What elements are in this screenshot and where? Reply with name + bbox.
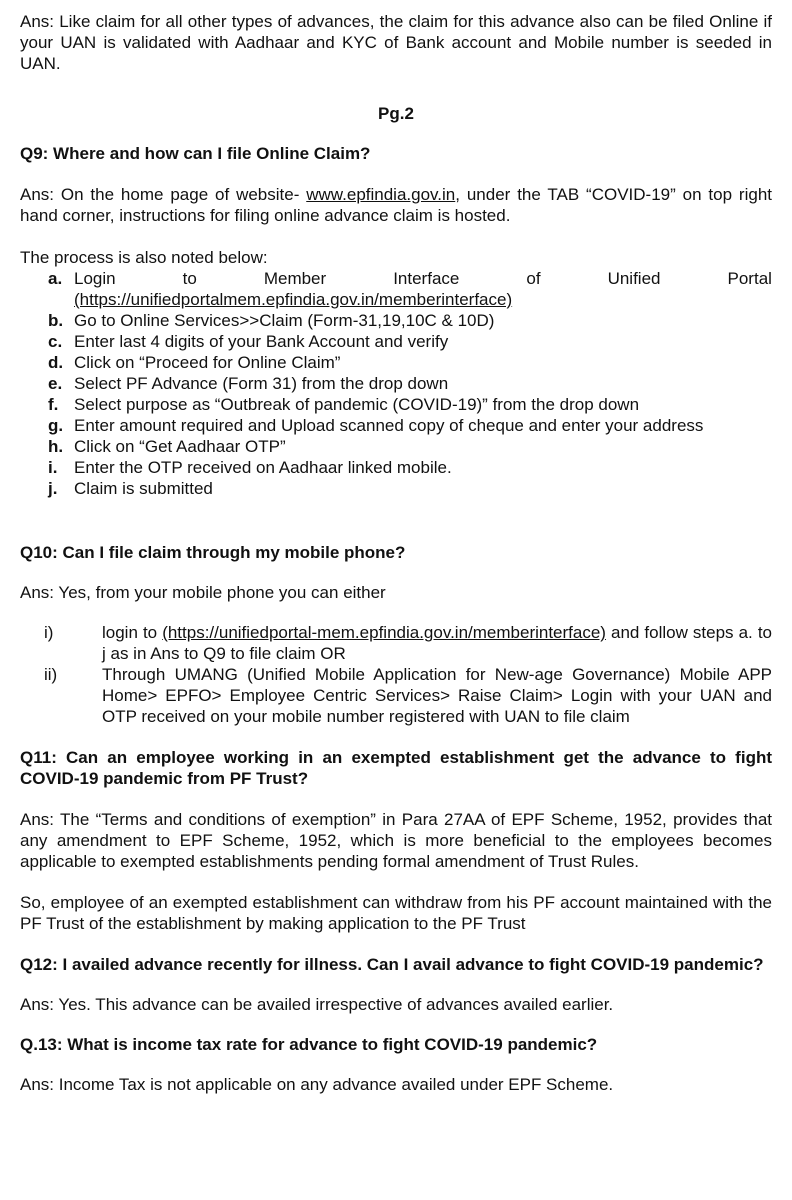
process-step-g xyxy=(20,415,772,436)
q10-question: Q10: Can I file claim through my mobile phone? xyxy=(20,543,406,562)
q9-answer-prefix: Ans: On the home page of website- xyxy=(20,185,307,204)
step-text: Enter last 4 digits of your Bank Account and verify xyxy=(74,332,449,351)
process-step-b xyxy=(20,310,772,331)
unified-portal-link[interactable]: (https://unifiedportal-mem.epfindia.gov.in/memberinterface) xyxy=(162,623,606,642)
step-text: Click on “Proceed for Online Claim” xyxy=(74,353,341,372)
option-marker: ii) xyxy=(44,665,58,684)
step-a-word: Member xyxy=(263,269,327,288)
option-suffix: and follow steps a. to j as in Ans to Q9 to file claim OR xyxy=(102,623,772,663)
q10-answer: Ans: Yes, from your mobile phone you can either xyxy=(20,583,386,602)
step-text: Enter amount required and Upload scanned copy of cheque and enter your address xyxy=(74,416,704,435)
q9-question: Q9: Where and how can I file Online Claim? xyxy=(20,144,371,163)
q9-answer xyxy=(20,184,772,226)
mobile-option-ii xyxy=(20,664,772,727)
step-a-first-line xyxy=(74,268,772,289)
step-marker: d. xyxy=(48,353,64,372)
member-interface-link[interactable]: (https://unifiedportalmem.epfindia.gov.in/memberinterface) xyxy=(74,290,513,309)
option-text: Through UMANG (Unified Mobile Application for New-age Governance) Mobile APP Home> EPFO> Employee Centric Services> Raise Claim> Login with your UAN and OTP received on your mobile number registered with UAN to file claim xyxy=(102,665,772,726)
step-a-link-line xyxy=(74,289,772,310)
process-step-j xyxy=(20,478,772,499)
process-step-f xyxy=(20,394,772,415)
process-step-h xyxy=(20,436,772,457)
process-step-i xyxy=(20,457,772,478)
process-step-d xyxy=(20,352,772,373)
step-marker: a. xyxy=(48,269,63,288)
step-marker: j. xyxy=(48,479,58,498)
step-a-word: Interface xyxy=(393,269,460,288)
process-step-a xyxy=(20,268,772,310)
process-step-e xyxy=(20,373,772,394)
step-text: Claim is submitted xyxy=(74,479,213,498)
step-a-word: Portal xyxy=(727,269,772,288)
mobile-options-list xyxy=(20,622,772,727)
step-text: Enter the OTP received on Aadhaar linked mobile. xyxy=(74,458,452,477)
q11-question: Q11: Can an employee working in an exempted establishment get the advance to fight COVID-19 pandemic from PF Trust? xyxy=(20,748,772,788)
step-text: Select PF Advance (Form 31) from the drop down xyxy=(74,374,449,393)
q13-answer: Ans: Income Tax is not applicable on any advance availed under EPF Scheme. xyxy=(20,1075,614,1094)
step-marker: h. xyxy=(48,437,64,456)
q12-question: Q12: I availed advance recently for illness. Can I avail advance to fight COVID-19 pandemic? xyxy=(20,955,764,974)
step-marker: g. xyxy=(48,416,64,435)
step-marker: e. xyxy=(48,374,63,393)
epfindia-link[interactable]: www.epfindia.gov.in xyxy=(306,185,456,204)
process-intro: The process is also noted below: xyxy=(20,248,268,267)
step-text: Click on “Get Aadhaar OTP” xyxy=(74,437,286,456)
page-number: Pg.2 xyxy=(378,104,414,123)
step-a-word: Login xyxy=(74,269,116,288)
option-prefix: login to xyxy=(102,623,163,642)
process-step-c xyxy=(20,331,772,352)
step-a-word: to xyxy=(182,269,197,288)
step-text: Select purpose as “Outbreak of pandemic (COVID-19)” from the drop down xyxy=(74,395,640,414)
step-a-word: of xyxy=(526,269,541,288)
intro-answer: Ans: Like claim for all other types of advances, the claim for this advance also can be filed Online if your UAN is validated with Aadhaar and KYC of Bank account and Mobile number is seeded in UAN. xyxy=(20,12,772,73)
option-marker: i) xyxy=(44,623,54,642)
q13-question: Q.13: What is income tax rate for advance to fight COVID-19 pandemic? xyxy=(20,1035,598,1054)
q11-answer-1: Ans: The “Terms and conditions of exemption” in Para 27AA of EPF Scheme, 1952, provides that any amendment to EPF Scheme, 1952, which is more beneficial to the employees becomes applicable to exempted establishments pending formal amendment of Trust Rules. xyxy=(20,810,772,871)
step-marker: f. xyxy=(48,395,59,414)
q12-answer: Ans: Yes. This advance can be availed irrespective of advances availed earlier. xyxy=(20,995,614,1014)
process-steps-list xyxy=(20,268,772,499)
mobile-option-i xyxy=(20,622,772,664)
step-marker: c. xyxy=(48,332,63,351)
step-marker: b. xyxy=(48,311,64,330)
step-marker: i. xyxy=(48,458,58,477)
step-a-word: Unified xyxy=(607,269,661,288)
q9-answer-suffix: , under the TAB “COVID-19” on top right hand corner, instructions for filing online advance claim is hosted. xyxy=(20,185,773,225)
step-text: Go to Online Services>>Claim (Form-31,19,10C & 10D) xyxy=(74,311,495,330)
q11-answer-2: So, employee of an exempted establishment can withdraw from his PF account maintained with the PF Trust of the establishment by making application to the PF Trust xyxy=(20,893,772,933)
